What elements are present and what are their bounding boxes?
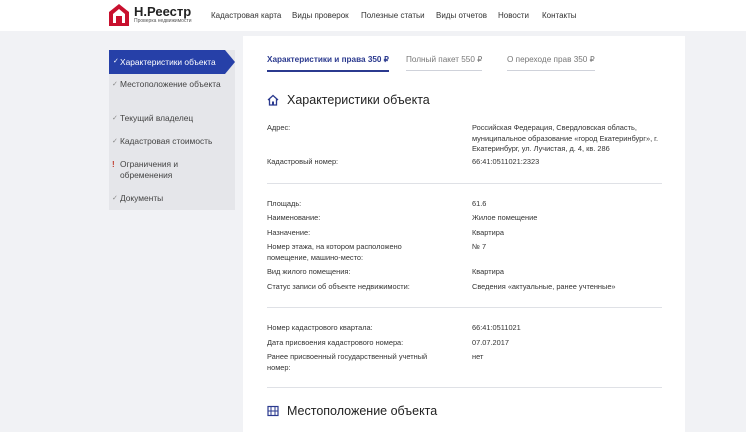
value-floor: № 7: [472, 242, 487, 251]
tab-transfer-rights[interactable]: О переходе прав 350 ₽: [507, 54, 595, 71]
sidebar-item-label: Местоположение объекта: [120, 79, 221, 89]
label-name: Наименование:: [267, 213, 321, 222]
section-title-characteristics: Характеристики объекта: [287, 93, 430, 107]
divider: [267, 387, 662, 388]
sidebar-item-label: Кадастровая стоимость: [120, 136, 213, 146]
tab-characteristics-rights[interactable]: Характеристики и права 350 ₽: [267, 54, 389, 72]
nav-contacts[interactable]: Контакты: [542, 11, 577, 20]
tab-full-package[interactable]: Полный пакет 550 ₽: [406, 54, 482, 71]
value-purpose: Квартира: [472, 228, 504, 237]
label-cadastral-number: Кадастровый номер:: [267, 157, 339, 166]
sidebar-item-location[interactable]: [109, 79, 235, 101]
check-icon: ✓: [112, 115, 118, 122]
value-previous-number: нет: [472, 352, 484, 361]
value-assignment-date: 07.07.2017: [472, 338, 509, 347]
label-purpose: Назначение:: [267, 228, 311, 237]
sidebar-item-restrictions[interactable]: [109, 159, 235, 181]
sidebar-item-label: Характеристики объекта: [120, 57, 216, 67]
nav-report-types[interactable]: Виды отчетов: [436, 11, 488, 20]
map-icon: [267, 405, 279, 417]
logo[interactable]: [108, 3, 192, 27]
sidebar: [109, 50, 235, 210]
label-area: Площадь:: [267, 199, 302, 208]
label-assignment-date: Дата присвоения кадастрового номера:: [267, 338, 404, 347]
value-name: Жилое помещение: [472, 213, 538, 222]
label-address: Адрес:: [267, 123, 291, 132]
sidebar-item-label: Ограничения и обременения: [120, 159, 179, 180]
divider: [267, 183, 662, 184]
nav-news[interactable]: Новости: [498, 11, 529, 20]
label-dwelling-type: Вид жилого помещения:: [267, 267, 351, 276]
sidebar-item-characteristics[interactable]: [109, 50, 235, 74]
check-icon: ✓: [112, 138, 118, 145]
label-previous-number: Ранее присвоенный государственный учетный номер:: [267, 352, 428, 372]
label-cadastral-quarter: Номер кадастрового квартала:: [267, 323, 373, 332]
check-icon: ✓: [112, 81, 118, 88]
site-header: [0, 0, 746, 31]
sidebar-item-owner[interactable]: [109, 113, 235, 125]
logo-title: Н.Реестр: [134, 4, 192, 19]
report-card: [243, 36, 685, 432]
check-icon: ✓: [112, 195, 118, 202]
home-icon: [267, 94, 279, 106]
sidebar-item-documents[interactable]: [109, 193, 235, 205]
divider: [267, 307, 662, 308]
logo-house-icon: [108, 3, 130, 27]
value-address: Российская Федерация, Свердловская область, муниципальное образование «город Екатеринбург», г. Екатеринбург, ул. Лучистая, д. 4, кв. 286: [472, 123, 659, 153]
nav-check-types[interactable]: Виды проверок: [292, 11, 349, 20]
sidebar-item-label: Текущий владелец: [120, 113, 194, 123]
label-record-status: Статус записи об объекте недвижимости:: [267, 282, 410, 291]
nav-cadastral-map[interactable]: Кадастровая карта: [211, 11, 282, 20]
value-record-status: Сведения «актуальные, ранее учтенные»: [472, 282, 616, 291]
section-title-location: Местоположение объекта: [287, 404, 438, 418]
nav-useful-articles[interactable]: Полезные статьи: [361, 11, 425, 20]
logo-subtitle: Проверка недвижимости: [134, 18, 192, 24]
sidebar-item-label: Документы: [120, 193, 164, 203]
label-floor: Номер этажа, на котором расположено помещение, машино-место:: [267, 242, 402, 262]
sidebar-item-cadastral-value[interactable]: [109, 136, 235, 148]
value-dwelling-type: Квартира: [472, 267, 504, 276]
value-cadastral-number: 66:41:0511021:2323: [472, 157, 540, 166]
value-cadastral-quarter: 66:41:0511021: [472, 323, 521, 332]
warning-icon: !: [112, 160, 115, 169]
check-icon: ✓: [113, 58, 119, 65]
value-area: 61.6: [472, 199, 487, 208]
